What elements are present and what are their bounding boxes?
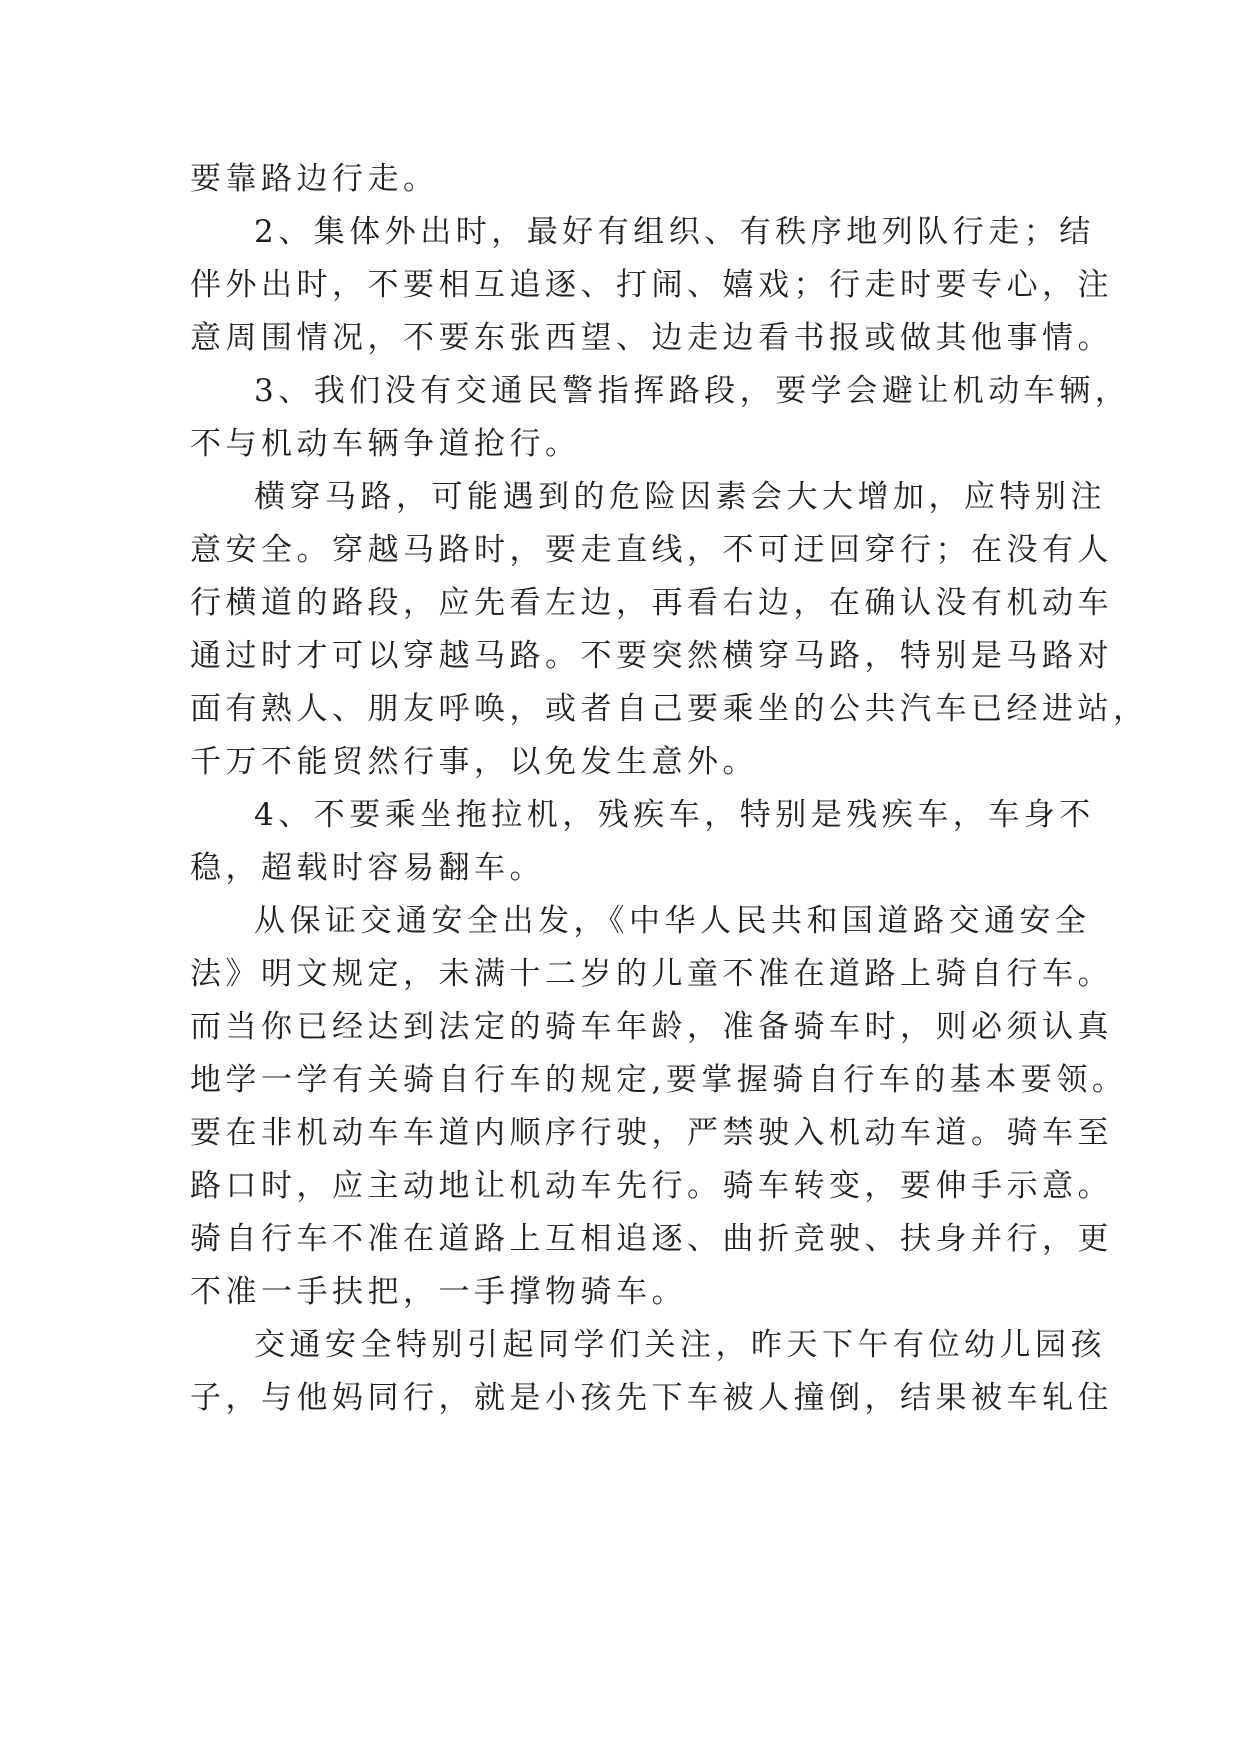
text-line: 而当你已经达到法定的骑车年龄，准备骑车时，则必须认真 (190, 1009, 1113, 1045)
text-line: 2、集体外出时，最好有组织、有秩序地列队行走；结 (254, 214, 1095, 250)
text-line: 要靠路边行走。 (190, 161, 439, 197)
text-line: 行横道的路段，应先看左边，再看右边，在确认没有机动车 (190, 585, 1113, 621)
text-line: 子，与他妈同行，就是小孩先下车被人撞倒，结果被车轧住 (190, 1380, 1113, 1416)
text-line: 意周围情况，不要东张西望、边走边看书报或做其他事情。 (190, 320, 1113, 356)
document-body (190, 153, 1149, 1425)
text-line: 不与机动车辆争道抢行。 (190, 426, 581, 462)
text-line: 稳，超载时容易翻车。 (190, 850, 545, 886)
text-line: 要在非机动车车道内顺序行驶，严禁驶入机动车道。骑车至 (190, 1115, 1113, 1151)
text-line: 意安全。穿越马路时，要走直线，不可迂回穿行；在没有人 (190, 532, 1113, 568)
text-line: 伴外出时，不要相互追逐、打闹、嬉戏；行走时要专心，注 (190, 267, 1113, 303)
text-line: 不准一手扶把，一手撑物骑车。 (190, 1274, 687, 1310)
text-line: 路口时，应主动地让机动车先行。骑车转变，要伸手示意。 (190, 1168, 1113, 1204)
text-line: 地学一学有关骑自行车的规定,要掌握骑自行车的基本要领。 (190, 1062, 1128, 1098)
text-line: 骑自行车不准在道路上互相追逐、曲折竞驶、扶身并行，更 (190, 1221, 1113, 1257)
text-line: 通过时才可以穿越马路。不要突然横穿马路，特别是马路对 (190, 638, 1113, 674)
text-line: 从保证交通安全出发，《中华人民共和国道路交通安全 (254, 903, 1091, 939)
text-line: 千万不能贸然行事，以免发生意外。 (190, 744, 758, 780)
text-line: 3、我们没有交通民警指挥路段，要学会避让机动车辆， (254, 373, 1131, 409)
text-line: 面有熟人、朋友呼唤，或者自己要乘坐的公共汽车已经进站， (190, 691, 1149, 727)
text-line: 法》明文规定，未满十二岁的儿童不准在道路上骑自行车。 (190, 956, 1113, 992)
text-line: 交通安全特别引起同学们关注，昨天下午有位幼儿园孩 (254, 1327, 1106, 1363)
text-line: 横穿马路，可能遇到的危险因素会大大增加，应特别注 (254, 479, 1106, 515)
text-line: 4、不要乘坐拖拉机，残疾车，特别是残疾车，车身不 (254, 797, 1095, 833)
